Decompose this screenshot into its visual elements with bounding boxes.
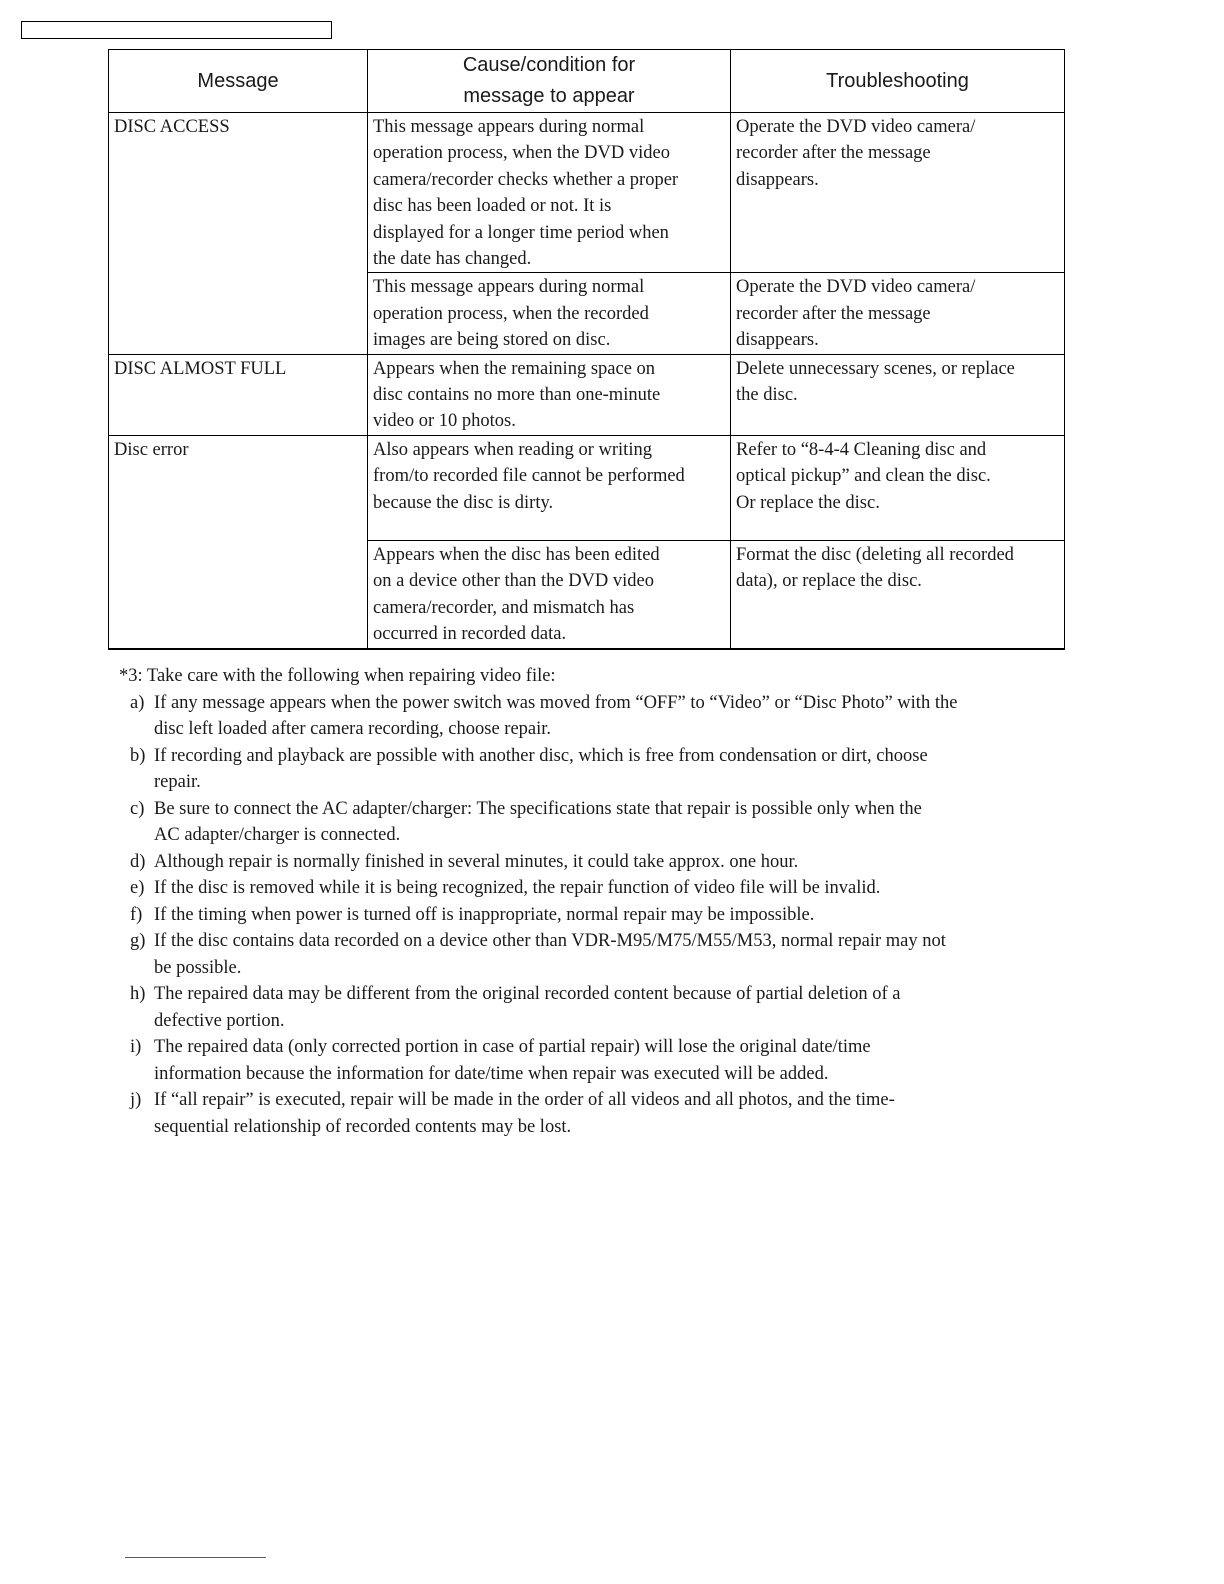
item-label: c): [130, 798, 145, 819]
fix-cell: [731, 273, 1065, 354]
cause-line: on a device other than the DVD video: [373, 571, 655, 592]
table-row: [109, 113, 1065, 273]
list-item: [119, 981, 1069, 1034]
cause-line: occurred in recorded data.: [373, 624, 567, 645]
fix-cell: [731, 540, 1065, 648]
cause-cell: [368, 273, 731, 354]
item-line: If the disc is removed while it is being recognized, the repair function of video file will be invalid.: [154, 878, 881, 898]
item-label: d): [130, 851, 146, 872]
item-label: g): [130, 931, 146, 951]
cause-line: Also appears when reading or writing: [373, 439, 652, 460]
cause-line: camera/recorder checks whether a proper: [373, 169, 679, 190]
cause-line: disc has been loaded or not. It is: [373, 196, 612, 217]
header-cause-line1: Cause/condition for: [462, 54, 636, 76]
item-label: j): [130, 1090, 142, 1110]
fix-cell: [731, 113, 1065, 273]
item-line: Although repair is normally finished in several minutes, it could take approx. one hour.: [154, 851, 799, 872]
fix-line: disappears.: [736, 169, 819, 190]
fix-line: recorder after the message: [736, 143, 931, 164]
page-header-box: [21, 21, 332, 39]
cause-line: video or 10 photos.: [373, 411, 516, 432]
fix-line: Refer to “8-4-4 Cleaning disc and: [736, 439, 987, 460]
item-line: AC adapter/charger is connected.: [154, 825, 401, 845]
item-line: defective portion.: [154, 1010, 285, 1031]
error-message-table: [108, 49, 1065, 650]
cause-line: disc contains no more than one-minute: [373, 385, 661, 406]
cause-cell: [368, 113, 731, 273]
item-line: If recording and playback are possible with another disc, which is free from condensation or dirt, choose: [154, 745, 928, 766]
list-item: [119, 743, 1069, 796]
notes-list: [119, 690, 1069, 1141]
fix-line: Operate the DVD video camera/: [736, 117, 976, 137]
item-label: a): [130, 692, 145, 713]
cause-line: operation process, when the DVD video: [373, 143, 670, 164]
fix-line: optical pickup” and clean the disc.: [736, 466, 991, 487]
cause-cell: [368, 435, 731, 540]
item-line: disc left loaded after camera recording, choose repair.: [154, 719, 552, 739]
fix-line: Format the disc (deleting all recorded: [736, 544, 1014, 565]
fix-line: data), or replace the disc.: [736, 571, 922, 592]
item-label: f): [130, 904, 143, 925]
cause-line: because the disc is dirty.: [373, 492, 554, 513]
repair-notes: [119, 663, 1069, 1140]
table-row: [109, 435, 1065, 540]
list-item: [119, 902, 1069, 929]
header-troubleshooting: Troubleshooting: [731, 50, 1065, 113]
cause-line: from/to recorded file cannot be performed: [373, 466, 685, 487]
item-line: The repaired data (only corrected portion in case of partial repair) will lose the original date/time: [154, 1037, 871, 1057]
list-item: [119, 796, 1069, 849]
item-label: e): [130, 878, 145, 898]
item-line: If “all repair” is executed, repair will be made in the order of all videos and all photos, and the time-: [154, 1090, 895, 1110]
message-cell-disc-error: Disc error: [109, 435, 368, 648]
item-line: be possible.: [154, 957, 242, 978]
message-cell-disc-almost-full: DISC ALMOST FULL: [109, 354, 368, 435]
item-label: i): [130, 1037, 142, 1057]
header-cause: [368, 50, 731, 113]
cause-line: operation process, when the recorded: [373, 303, 649, 324]
cause-line: the date has changed.: [373, 249, 532, 270]
cause-line: displayed for a longer time period when: [373, 222, 669, 243]
fix-cell: [731, 354, 1065, 435]
cause-line: images are being stored on disc.: [373, 330, 611, 351]
fix-line: Operate the DVD video camera/: [736, 277, 976, 298]
cause-cell: [368, 540, 731, 648]
fix-line: the disc.: [736, 385, 798, 406]
item-line: information because the information for date/time when repair was executed will be added.: [154, 1063, 829, 1084]
list-item: [119, 1034, 1069, 1087]
header-message: Message: [109, 50, 368, 113]
list-item: [119, 690, 1069, 743]
list-item: [119, 928, 1069, 981]
header-cause-line2: message to appear: [463, 85, 635, 107]
cause-cell: [368, 354, 731, 435]
item-line: If any message appears when the power switch was moved from “OFF” to “Video” or “Disc Photo” with the: [154, 692, 958, 713]
fix-cell: [731, 435, 1065, 540]
fix-line: Delete unnecessary scenes, or replace: [736, 358, 1015, 379]
item-line: Be sure to connect the AC adapter/charger: The specifications state that repair is possible only when the: [154, 798, 922, 819]
cause-line: camera/recorder, and mismatch has: [373, 597, 635, 618]
fix-line: recorder after the message: [736, 303, 931, 324]
cause-line: This message appears during normal: [373, 277, 645, 298]
item-label: b): [130, 745, 146, 766]
list-item: [119, 1087, 1069, 1140]
item-label: h): [130, 984, 146, 1004]
cause-line: This message appears during normal: [373, 117, 645, 137]
notes-intro: *3: Take care with the following when repairing video file:: [119, 666, 556, 686]
item-line: repair.: [154, 772, 201, 792]
item-line: The repaired data may be different from the original recorded content because of partial deletion of a: [154, 984, 901, 1004]
footer-link-underline: [125, 1557, 266, 1558]
list-item: [119, 875, 1069, 902]
fix-line: disappears.: [736, 330, 819, 351]
item-line: If the disc contains data recorded on a device other than VDR-M95/M75/M55/M53, normal repair may not: [154, 931, 946, 951]
table-row: [109, 354, 1065, 435]
item-line: sequential relationship of recorded contents may be lost.: [154, 1116, 572, 1137]
message-cell-disc-access: DISC ACCESS: [109, 113, 368, 355]
cause-line: Appears when the disc has been edited: [373, 544, 660, 565]
list-item: [119, 849, 1069, 876]
cause-line: Appears when the remaining space on: [373, 358, 656, 379]
item-line: If the timing when power is turned off is inappropriate, normal repair may be impossible.: [154, 904, 815, 925]
fix-line: Or replace the disc.: [736, 492, 880, 513]
